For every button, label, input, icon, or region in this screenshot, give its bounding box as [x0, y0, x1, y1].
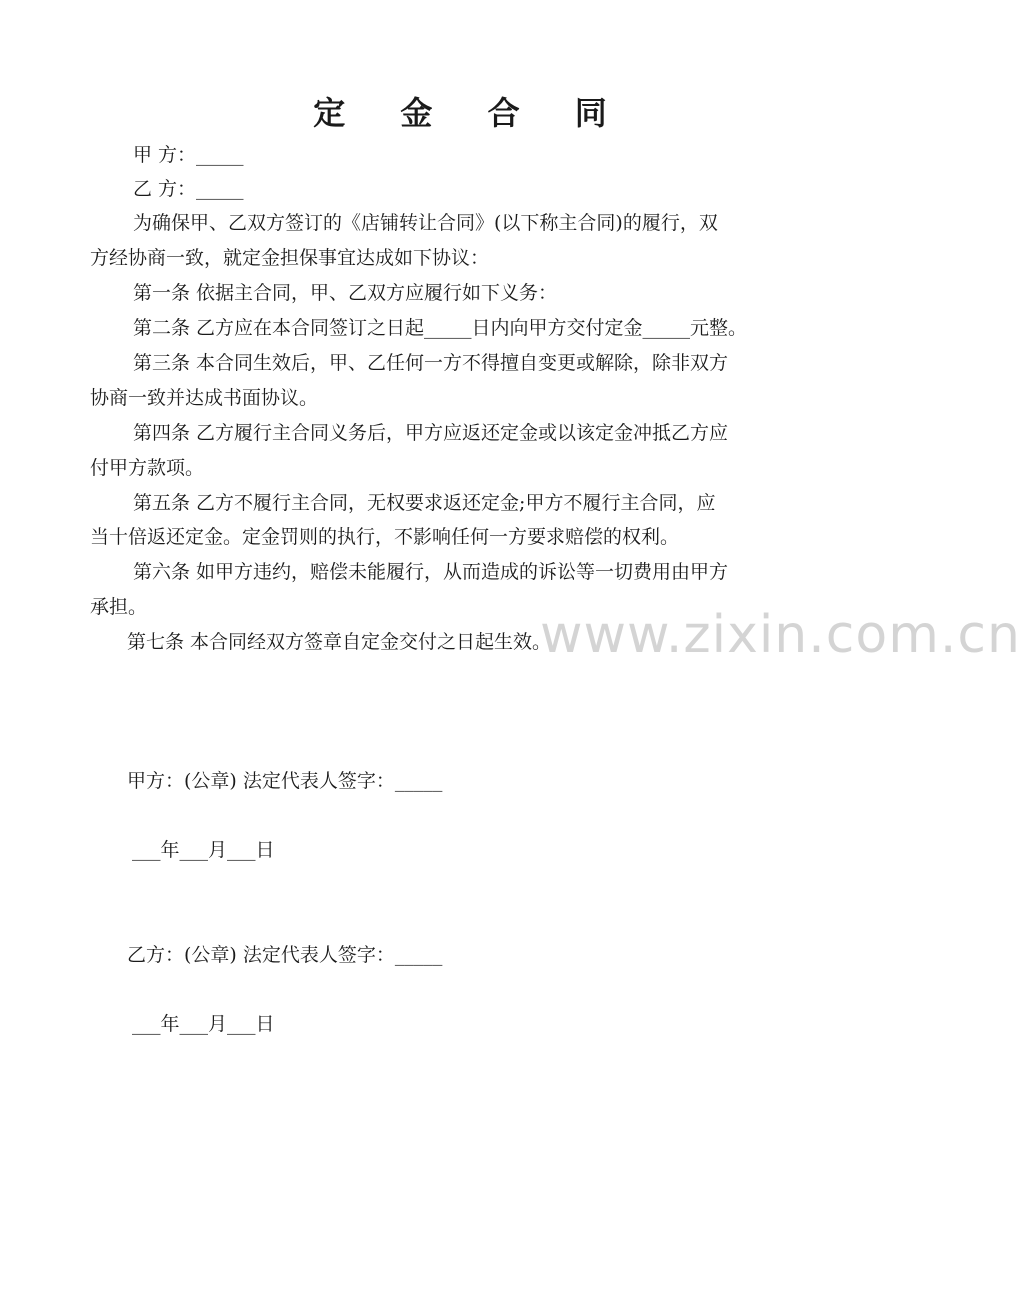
article-2: 第二条 乙方应在本合同签订之日起_____日内向甲方交付定金_____元整。 — [133, 317, 748, 339]
article-4-line-1: 第四条 乙方履行主合同义务后，甲方应返还定金或以该定金冲抵乙方应 — [133, 422, 729, 444]
article-4-line-2: 付甲方款项。 — [90, 457, 205, 479]
article-3-line-1: 第三条 本合同生效后，甲、乙任何一方不得擅自变更或解除，除非双方 — [133, 352, 729, 374]
article-7: 第七条 本合同经双方签章自定金交付之日起生效。 — [127, 631, 552, 653]
party-b-signature-line: 乙方：(公章) 法定代表人签字：_____ — [127, 944, 443, 966]
document-title: 定 金 合 同 — [313, 94, 629, 132]
article-6-line-2: 承担。 — [90, 596, 148, 618]
article-3-line-2: 协商一致并达成书面协议。 — [90, 387, 319, 409]
party-a-date-line: ___年___月___日 — [132, 839, 275, 861]
article-5-line-2: 当十倍返还定金。定金罚则的执行，不影响任何一方要求赔偿的权利。 — [90, 526, 680, 548]
article-5-line-1: 第五条 乙方不履行主合同，无权要求返还定金;甲方不履行主合同，应 — [133, 492, 716, 514]
site-watermark: www.zixin.com.cn — [540, 605, 1021, 665]
party-b-line: 乙 方：_____ — [133, 178, 244, 200]
intro-line-2: 方经协商一致，就定金担保事宜达成如下协议： — [90, 247, 490, 269]
article-6-line-1: 第六条 如甲方违约，赔偿未能履行，从而造成的诉讼等一切费用由甲方 — [133, 561, 729, 583]
intro-line-1: 为确保甲、乙双方签订的《店铺转让合同》(以下称主合同)的履行，双 — [133, 212, 718, 234]
party-b-date-line: ___年___月___日 — [132, 1013, 275, 1035]
party-a-line: 甲 方：_____ — [133, 144, 244, 166]
article-1: 第一条 依据主合同，甲、乙双方应履行如下义务： — [133, 282, 558, 304]
party-a-signature-line: 甲方：(公章) 法定代表人签字：_____ — [127, 770, 443, 792]
